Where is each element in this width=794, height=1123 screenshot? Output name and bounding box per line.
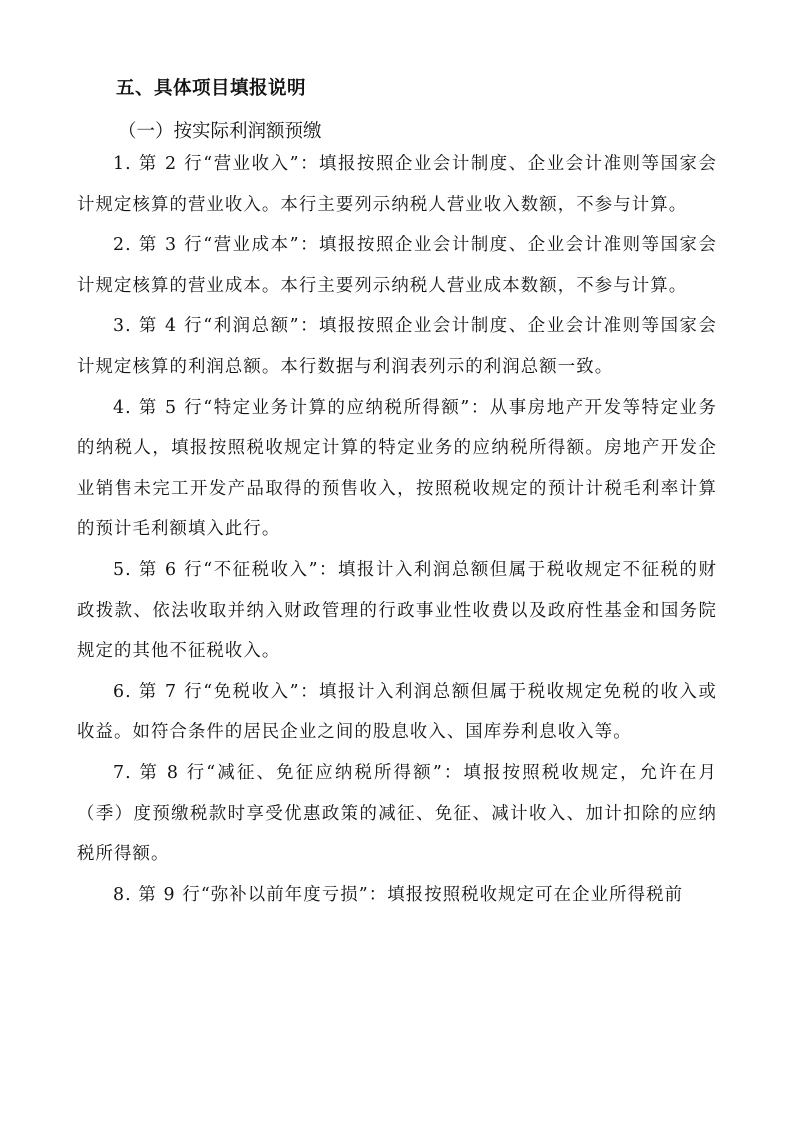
paragraph-row-3: 2. 第 3 行“营业成本”：填报按照企业会计制度、企业会计准则等国家会计规定核算的营业成本。本行主要列示纳税人营业成本数额，不参与计算。 [77, 235, 717, 296]
paragraph-row-4: 3. 第 4 行“利润总额”：填报按照企业会计制度、企业会计准则等国家会计规定核算的利润总额。本行数据与利润表列示的利润总额一致。 [77, 316, 717, 377]
paragraph-row-6: 5. 第 6 行“不征税收入”：填报计入利润总额但属于税收规定不征税的财政拨款、依法收取并纳入财政管理的行政事业性收费以及政府性基金和国务院规定的其他不征税收入。 [77, 559, 717, 662]
paragraph-row-5: 4. 第 5 行“特定业务计算的应纳税所得额”：从事房地产开发等特定业务的纳税人，填报按照税收规定计算的特定业务的应纳税所得额。房地产开发企业销售未完工开发产品取得的预售收入，按照税收规定的预计计税毛利率计算的预计毛利额填入此行。 [77, 397, 717, 540]
paragraph-row-2: 1. 第 2 行“营业收入”：填报按照企业会计制度、企业会计准则等国家会计规定核算的营业收入。本行主要列示纳税人营业收入数额，不参与计算。 [77, 154, 717, 215]
paragraph-list [77, 144, 717, 915]
paragraph-row-7: 6. 第 7 行“免税收入”：填报计入利润总额但属于税收规定免税的收入或收益。如符合条件的居民企业之间的股息收入、国库券利息收入等。 [77, 681, 717, 743]
paragraph-row-9: 8. 第 9 行“弥补以前年度亏损”：填报按照税收规定可在企业所得税前 [113, 884, 684, 905]
paragraph-row-8: 7. 第 8 行“减征、免征应纳税所得额”：填报按照税收规定，允许在月（季）度预缴税款时享受优惠政策的减征、免征、减计收入、加计扣除的应纳税所得额。 [77, 762, 717, 865]
section-heading: 五、具体项目填报说明 [116, 78, 307, 99]
sub-heading: （一）按实际利润额预缴 [118, 121, 322, 142]
